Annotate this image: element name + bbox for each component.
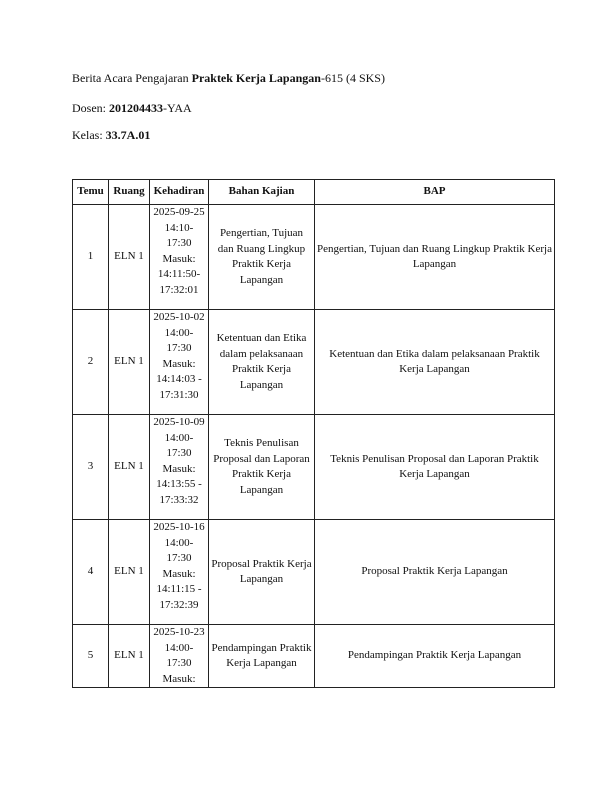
kehadiran-line: 17:30 <box>166 657 192 669</box>
cell-bap: Pendampingan Praktik Kerja Lapangan <box>315 625 555 688</box>
cell-temu: 3 <box>73 415 109 520</box>
cell-ruang: ELN 1 <box>109 415 150 520</box>
kehadiran-line: 2025-09-25 <box>153 206 205 218</box>
kehadiran-line: 14:00- <box>164 326 194 339</box>
kehadiran-line: Masuk: <box>162 567 196 580</box>
kehadiran-line: Masuk: <box>162 462 196 475</box>
table-row <box>73 310 555 415</box>
column-header-temu: Temu <box>73 180 109 205</box>
kehadiran-line: 17:30 <box>166 552 192 564</box>
cell-temu: 2 <box>73 310 109 415</box>
cell-temu: 1 <box>73 205 109 310</box>
cell-temu: 5 <box>73 625 109 688</box>
cell-kehadiran <box>150 625 209 688</box>
kehadiran-line: 2025-10-23 <box>153 626 205 638</box>
kehadiran-line: 14:14:03 - <box>156 373 202 385</box>
kehadiran-line: 2025-10-02 <box>153 311 205 323</box>
column-header-kehadiran: Kehadiran <box>150 180 209 205</box>
cell-bap: Pengertian, Tujuan dan Ruang Lingkup Praktik Kerja Lapangan <box>315 205 555 310</box>
kehadiran-line: 14:13:55 - <box>156 478 202 490</box>
dosen-suffix: -YAA <box>163 101 192 115</box>
kehadiran-line: 2025-10-09 <box>153 416 205 428</box>
kehadiran-line: Masuk: <box>162 672 196 685</box>
kelas-value: 33.7A.01 <box>105 128 151 142</box>
cell-bahan-kajian: Teknis Penulisan Proposal dan Laporan Praktik Kerja Lapangan <box>209 415 315 520</box>
cell-ruang: ELN 1 <box>109 520 150 625</box>
kelas-line <box>72 128 150 142</box>
table-row <box>73 205 555 310</box>
column-header-bahan-kajian: Bahan Kajian <box>209 180 315 205</box>
bap-table <box>72 179 555 688</box>
course-name: Praktek Kerja Lapangan <box>191 71 321 85</box>
kehadiran-line: 17:30 <box>166 342 192 354</box>
kehadiran-line: 14:00- <box>164 536 194 549</box>
kehadiran-line: 17:31:30 <box>159 388 199 401</box>
kehadiran-line: 14:00- <box>164 641 194 654</box>
cell-ruang: ELN 1 <box>109 625 150 688</box>
table-row <box>73 520 555 625</box>
dosen-label: Dosen: <box>72 101 109 115</box>
cell-bap: Ketentuan dan Etika dalam pelaksanaan Praktik Kerja Lapangan <box>315 310 555 415</box>
cell-kehadiran <box>150 310 209 415</box>
cell-ruang: ELN 1 <box>109 310 150 415</box>
cell-bahan-kajian: Pengertian, Tujuan dan Ruang Lingkup Praktik Kerja Lapangan <box>209 205 315 310</box>
cell-bap: Teknis Penulisan Proposal dan Laporan Praktik Kerja Lapangan <box>315 415 555 520</box>
cell-bahan-kajian: Proposal Praktik Kerja Lapangan <box>209 520 315 625</box>
kehadiran-line: 14:10- <box>164 221 194 234</box>
document-title <box>72 71 385 85</box>
dosen-line <box>72 101 192 115</box>
kehadiran-line: 17:30 <box>166 237 192 249</box>
cell-bahan-kajian: Ketentuan dan Etika dalam pelaksanaan Praktik Kerja Lapangan <box>209 310 315 415</box>
table-body <box>73 205 555 688</box>
title-suffix: -615 (4 SKS) <box>320 71 385 85</box>
column-header-bap: BAP <box>315 180 555 205</box>
cell-kehadiran <box>150 520 209 625</box>
kehadiran-line: 17:32:39 <box>159 598 199 611</box>
kelas-label: Kelas: <box>72 128 106 142</box>
title-prefix: Berita Acara Pengajaran <box>72 71 192 85</box>
dosen-id: 201204433 <box>109 101 163 115</box>
kehadiran-line: 14:11:50- <box>157 268 201 280</box>
kehadiran-line: 17:32:01 <box>159 283 199 296</box>
kehadiran-line: 14:00- <box>164 431 194 444</box>
kehadiran-line: 17:30 <box>166 447 192 459</box>
kehadiran-line: Masuk: <box>162 252 196 265</box>
kehadiran-line: 17:33:32 <box>159 493 199 506</box>
kehadiran-line: 14:11:15 - <box>156 583 202 595</box>
cell-ruang: ELN 1 <box>109 205 150 310</box>
table-row <box>73 415 555 520</box>
column-header-ruang: Ruang <box>109 180 150 205</box>
kehadiran-line: 2025-10-16 <box>153 521 205 533</box>
table-row <box>73 625 555 688</box>
cell-kehadiran <box>150 415 209 520</box>
table-header-row <box>73 180 555 205</box>
cell-kehadiran <box>150 205 209 310</box>
cell-bap: Proposal Praktik Kerja Lapangan <box>315 520 555 625</box>
cell-bahan-kajian: Pendampingan Praktik Kerja Lapangan <box>209 625 315 688</box>
kehadiran-line: Masuk: <box>162 357 196 370</box>
cell-temu: 4 <box>73 520 109 625</box>
